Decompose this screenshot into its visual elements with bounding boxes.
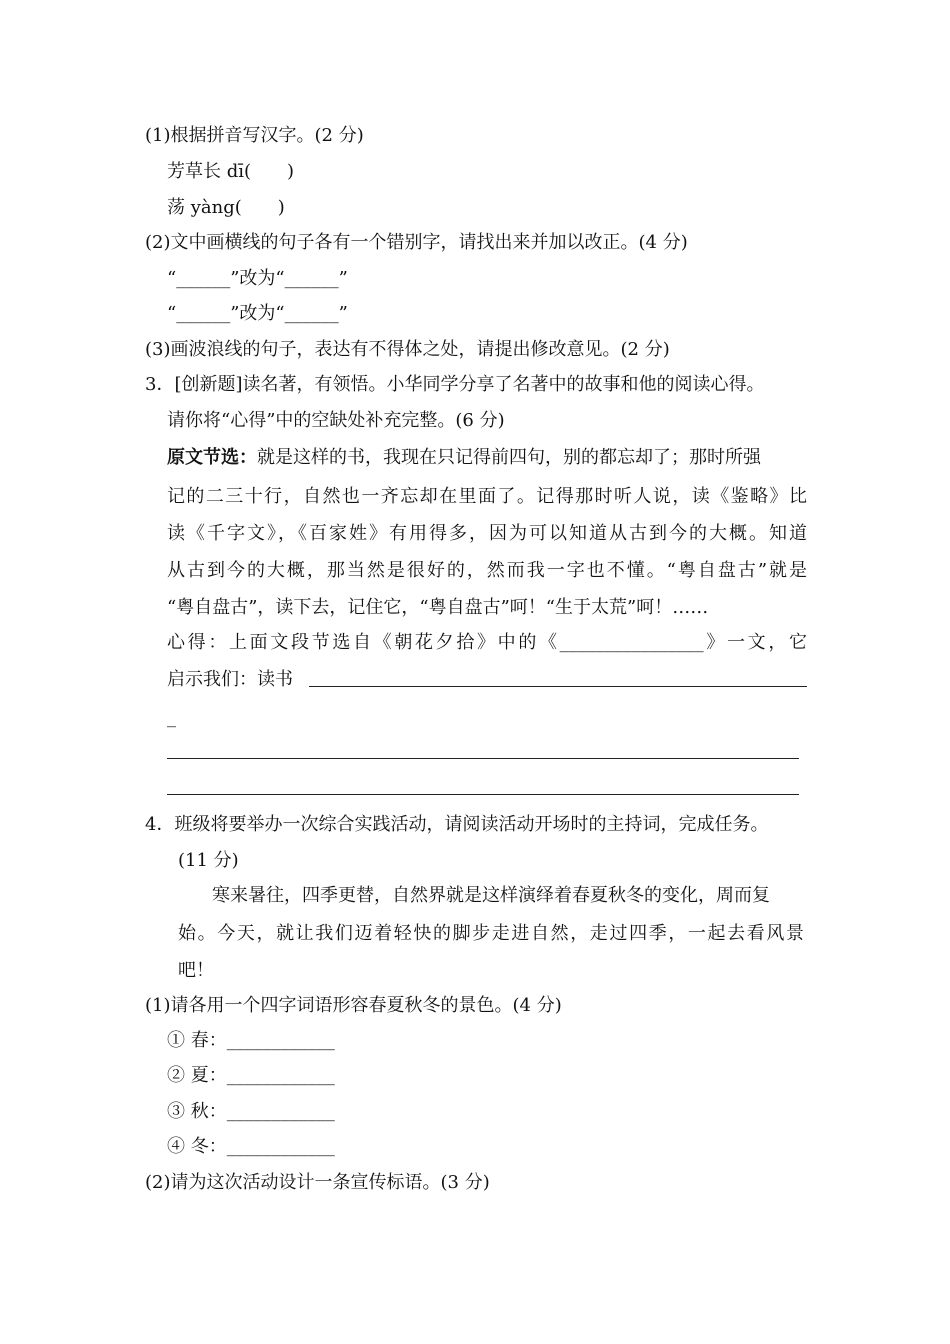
question-4-1: (1)请各用一个四字词语形容春夏秋冬的景色。(4 分) (145, 995, 562, 1016)
excerpt-line-4: 从古到今的大概，那当然是很好的，然而我一字也不懂。“粤自盘古”就是 (167, 560, 807, 581)
question-1-2: (2)文中画横线的句子各有一个错别字，请找出来并加以改正。(4 分) (145, 232, 688, 253)
correction-line-2: “______”改为“______” (167, 303, 348, 324)
season-winter: ④ 冬：____________ (167, 1136, 335, 1157)
host-speech-line-1: 寒来暑往，四季更替，自然界就是这样演绎着春夏秋冬的变化，周而复 (212, 885, 770, 906)
question-4-title: 4．班级将要举办一次综合实践活动，请阅读活动开场时的主持词，完成任务。 (145, 814, 769, 835)
question-4-2: (2)请为这次活动设计一条宣传标语。(3 分) (145, 1172, 490, 1193)
season-autumn: ③ 秋：____________ (167, 1101, 335, 1122)
season-summer: ② 夏：____________ (167, 1065, 335, 1086)
excerpt-line-2: 记的二三十行，自然也一齐忘却在里面了。记得那时听人说，读《鉴略》比 (167, 486, 807, 507)
excerpt-label: 原文节选： (167, 447, 257, 468)
answer-line (167, 758, 799, 759)
answer-line (167, 794, 799, 795)
pinyin-item-di: 芳草长 dī( ) (167, 161, 295, 182)
answer-line (309, 686, 807, 687)
reflection-line-1: 心得：上面文段节选自《朝花夕拾》中的《________________》一文，它 (167, 632, 807, 653)
excerpt-line-3: 读《千字文》，《百家姓》有用得多，因为可以知道从古到今的大概。知道 (167, 523, 807, 544)
reflection-line-2: 启示我们：读书 (167, 669, 293, 690)
excerpt-text-1: 就是这样的书，我现在只记得前四句，别的都忘却了；那时所强 (257, 447, 761, 468)
reflection-dash: _ (167, 707, 176, 728)
correction-line-1: “______”改为“______” (167, 268, 348, 289)
pinyin-item-yang: 荡 yàng( ) (167, 197, 285, 218)
question-1-1: (1)根据拼音写汉字。(2 分) (145, 125, 364, 146)
excerpt-line-1 (167, 446, 761, 470)
host-speech-line-3: 吧！ (178, 960, 214, 981)
question-3-title-cont: 请你将“心得”中的空缺处补充完整。(6 分) (167, 410, 505, 431)
question-4-score: (11 分) (178, 850, 239, 871)
question-3-title: 3．[创新题]读名著，有领悟。小华同学分享了名著中的故事和他的阅读心得。 (145, 374, 765, 395)
excerpt-line-5: “粤自盘古”，读下去，记住它，“粤自盘古”呵！“生于太荒”呵！…… (167, 597, 709, 618)
season-spring: ① 春：____________ (167, 1030, 335, 1051)
host-speech-line-2: 始。今天，就让我们迈着轻快的脚步走进自然，走过四季，一起去看风景 (178, 923, 804, 944)
question-1-3: (3)画波浪线的句子，表达有不得体之处，请提出修改意见。(2 分) (145, 339, 670, 360)
